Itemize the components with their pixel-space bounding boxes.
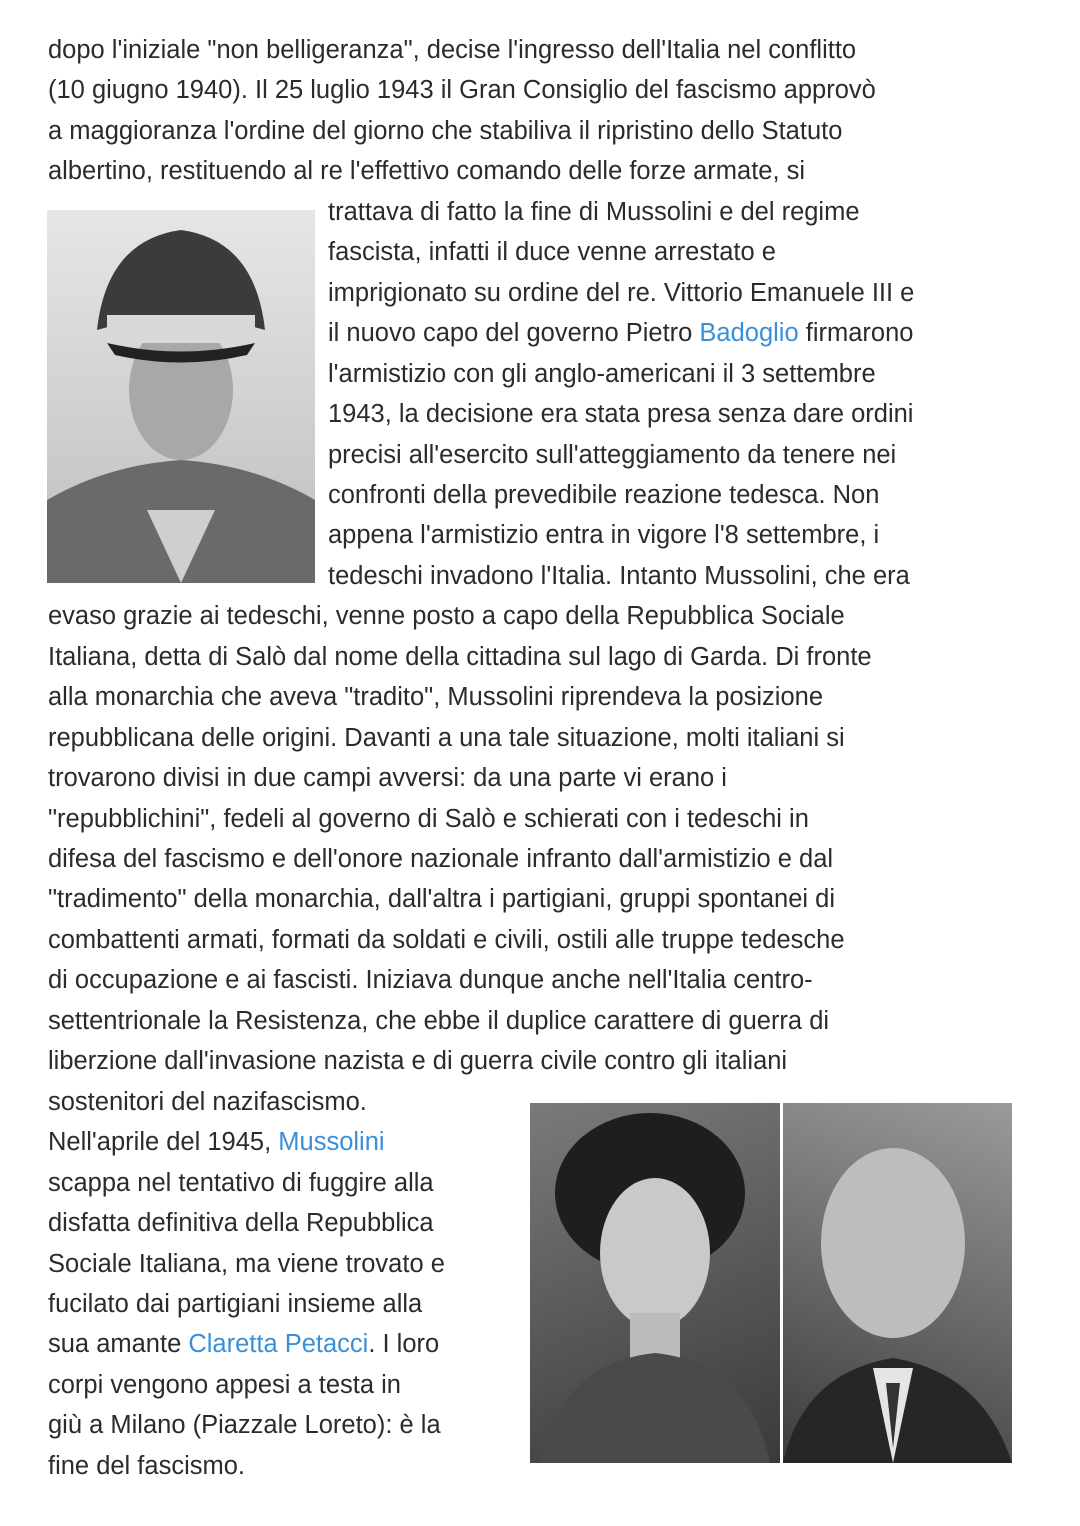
- text-segment: . I loro: [368, 1330, 440, 1359]
- text-line: [328, 435, 896, 475]
- text-line: [328, 354, 876, 394]
- claretta-petacci-photo: [530, 1103, 780, 1463]
- text-segment: (10 giugno 1940). Il 25 luglio 1943 il Gran Consiglio del fascismo approvò: [48, 76, 876, 105]
- text-line: [328, 475, 879, 515]
- text-line: [328, 394, 913, 434]
- text-line: [48, 758, 727, 798]
- badoglio-portrait-photo: [47, 210, 315, 583]
- text-line: [48, 799, 809, 839]
- text-line: [328, 192, 860, 232]
- text-segment: difesa del fascismo e dell'onore nazionale infranto dall'armistizio e dal: [48, 845, 834, 873]
- text-segment: trovarono divisi in due campi avversi: da una parte vi erano i: [48, 764, 727, 793]
- text-segment: a maggioranza l'ordine del giorno che stabiliva il ripristino dello Statuto: [48, 116, 843, 145]
- text-segment: repubblicana delle origini. Davanti a una tale situazione, molti italiani si: [48, 723, 845, 752]
- text-line: [48, 637, 872, 677]
- text-segment: di occupazione e ai fascisti. Iniziava dunque anche nell'Italia centro-: [48, 966, 813, 995]
- text-line: [48, 1041, 787, 1081]
- text-segment: dopo l'iniziale "non belligeranza", decise l'ingresso dell'Italia nel conflitto: [48, 36, 857, 64]
- text-segment: scappa nel tentativo di fuggire alla: [48, 1168, 434, 1197]
- text-line: [48, 1163, 434, 1203]
- text-segment: tedeschi invadono l'Italia. Intanto Mussolini, che era: [328, 561, 910, 590]
- text-segment: liberzione dall'invasione nazista e di guerra civile contro gli italiani: [48, 1047, 788, 1076]
- text-line: [48, 1284, 422, 1324]
- text-segment: combattenti armati, formati da soldati e civili, ostili alle truppe tedesche: [48, 925, 845, 954]
- wiki-link[interactable]: Claretta Petacci: [188, 1330, 369, 1359]
- text-line: [48, 1446, 245, 1486]
- text-segment: fine del fascismo.: [48, 1451, 246, 1480]
- text-line: [328, 273, 914, 313]
- text-line: [328, 232, 776, 272]
- text-line: [48, 1405, 441, 1445]
- text-segment: confronti della prevedibile reazione tedesca. Non: [328, 480, 880, 509]
- text-segment: fucilato dai partigiani insieme alla: [48, 1289, 423, 1318]
- text-line: [48, 1203, 434, 1243]
- text-segment: trattava di fatto la fine di Mussolini e del regime: [328, 197, 860, 226]
- text-line: [48, 1122, 385, 1162]
- text-segment: alla monarchia che aveva "tradito", Mussolini riprendeva la posizione: [48, 683, 824, 712]
- text-line: [48, 1082, 367, 1122]
- text-segment: evaso grazie ai tedeschi, venne posto a capo della Repubblica Sociale: [48, 602, 845, 631]
- text-line: [48, 111, 842, 151]
- text-segment: 1943, la decisione era stata presa senza dare ordini: [328, 400, 914, 429]
- text-segment: Italiana, detta di Salò dal nome della cittadina sul lago di Garda. Di fronte: [48, 642, 872, 671]
- text-segment: imprigionato su ordine del re. Vittorio Emanuele III e: [328, 278, 915, 307]
- text-segment: appena l'armistizio entra in vigore l'8 settembre, i: [328, 521, 880, 550]
- text-segment: l'armistizio con gli anglo-americani il 3 settembre: [328, 359, 876, 388]
- text-segment: giù a Milano (Piazzale Loreto): è la: [48, 1411, 441, 1440]
- text-segment: firmarono: [798, 319, 914, 348]
- text-segment: sostenitori del nazifascismo.: [48, 1087, 367, 1116]
- text-line: [48, 1244, 445, 1284]
- text-segment: corpi vengono appesi a testa in: [48, 1370, 401, 1399]
- wiki-link[interactable]: Badoglio: [699, 319, 799, 348]
- mussolini-photo: [783, 1103, 1012, 1463]
- text-line: [328, 556, 910, 596]
- text-segment: sua amante: [48, 1330, 189, 1359]
- text-segment: "tradimento" della monarchia, dall'altra i partigiani, gruppi spontanei di: [48, 885, 836, 914]
- wiki-link[interactable]: Mussolini: [278, 1128, 385, 1157]
- text-segment: "repubblichini", fedeli al governo di Salò e schierati con i tedeschi in: [48, 804, 809, 833]
- text-line: [48, 920, 845, 960]
- text-line: [48, 879, 835, 919]
- text-line: [48, 151, 805, 191]
- text-line: [48, 677, 823, 717]
- text-segment: il nuovo capo del governo Pietro: [328, 319, 700, 348]
- text-line: [328, 515, 879, 555]
- text-segment: Nell'aprile del 1945,: [48, 1128, 279, 1157]
- text-line: [48, 960, 813, 1000]
- text-line: [48, 70, 876, 110]
- text-line: [48, 1324, 439, 1364]
- text-line: [48, 839, 833, 879]
- text-line: [48, 718, 845, 758]
- text-line: [48, 30, 856, 70]
- text-line: [48, 596, 845, 636]
- text-line: [48, 1365, 401, 1405]
- text-line: [328, 313, 913, 353]
- text-segment: precisi all'esercito sull'atteggiamento da tenere nei: [328, 440, 897, 469]
- text-segment: fascista, infatti il duce venne arrestato e: [328, 238, 776, 267]
- text-segment: Sociale Italiana, ma viene trovato e: [48, 1249, 445, 1278]
- text-segment: disfatta definitiva della Repubblica: [48, 1209, 434, 1238]
- text-segment: albertino, restituendo al re l'effettivo comando delle forze armate, si: [48, 157, 806, 186]
- text-line: [48, 1001, 829, 1041]
- text-segment: settentrionale la Resistenza, che ebbe il duplice carattere di guerra di: [48, 1006, 830, 1035]
